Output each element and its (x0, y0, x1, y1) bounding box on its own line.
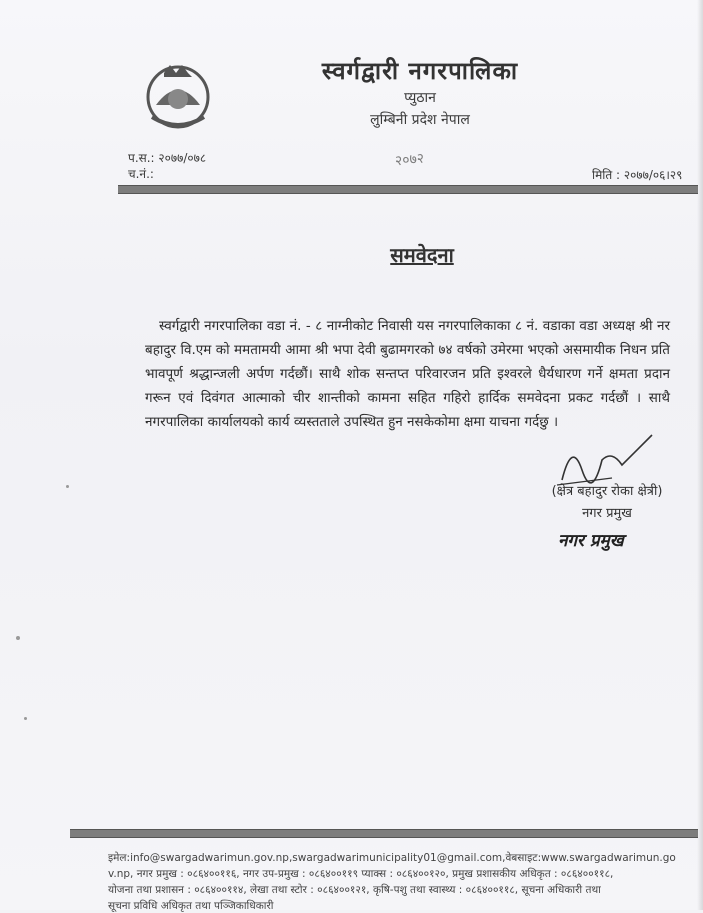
footer-contact-line-3: योजना तथा प्रशासन : ०८६४००११४, लेखा तथा स्टोर : ०८६४००१२१, कृषि-पशु तथा स्वास्थ्य : ०८६४००११८, सूचना अधिकारी तथा (108, 884, 601, 896)
header-divider (118, 185, 698, 194)
dispatch-number: च.नं.: (128, 167, 154, 181)
scan-speck (24, 717, 27, 720)
footer-contact-line-2: v.np, नगर प्रमुख : ०८६४००११६, नगर उप-प्रमुख : ०८६४००११९ प्याक्स : ०८६४००१२०, प्रमुख प्रशासकीय अधिकृत : ०८६४००११८, (108, 868, 614, 880)
signatory-title-stamp: नगर प्रमुख (558, 531, 624, 551)
scan-speck (16, 636, 20, 640)
stamp-year: २०७२ (394, 150, 425, 170)
footer-divider (70, 829, 698, 838)
letter-date: मिति : २०७७/०६।२९ (592, 168, 683, 182)
district-line: प्युठान (404, 90, 436, 106)
nepal-emblem-logo (138, 55, 218, 135)
scan-edge-shadow (697, 0, 703, 910)
province-line: लुम्बिनी प्रदेश नेपाल (370, 112, 470, 128)
scan-speck (66, 485, 69, 488)
footer-contact-line-1: इमेल:info@swargadwarimun.gov.np,swargadwarimunicipality01@gmail.com,वेबसाइट:www.swargadwarimun.go (108, 852, 676, 864)
municipality-title: स्वर्गद्वारी नगरपालिका (321, 56, 519, 85)
footer-contact-line-4: सूचना प्रविधि अधिकृत तथा पञ्जिकाधिकारी (108, 900, 274, 912)
reference-number: प.स.: २०७७/०७८ (128, 151, 207, 165)
signatory-name: (क्षेत्र बहादुर रोका क्षेत्री) (551, 484, 663, 499)
letter-body: स्वर्गद्वारी नगरपालिका वडा नं. - ८ नाग्नीकोट निवासी यस नगरपालिकाका ८ नं. वडाका वडा अध्यक्ष श्री नर बहादुर वि.एम को ममतामयी आमा श्री भपा देवी बुढामगरको ७४ वर्षको उमेरमा भएको असमायीक निधन प्रति भावपूर्ण श्रद्धान्जली अर्पण गर्दछौं। साथै शोक सन्तप्त परिवारजन प्रति इश्वरले धैर्यधारण गर्ने क्षमता प्रदान गरून एवं दिवंगत आत्माको चीर शान्तीको कामना सहित गहिरो हार्दिक समवेदना प्रकट गर्दछौं । साथै नगरपालिका कार्यालयको कार्य व्यस्तताले उपस्थित हुन नसकेकोमा क्षमा याचना गर्दछु । (145, 318, 670, 430)
letter-subject: समवेदना (390, 243, 454, 267)
signatory-title: नगर प्रमुख (582, 506, 632, 521)
